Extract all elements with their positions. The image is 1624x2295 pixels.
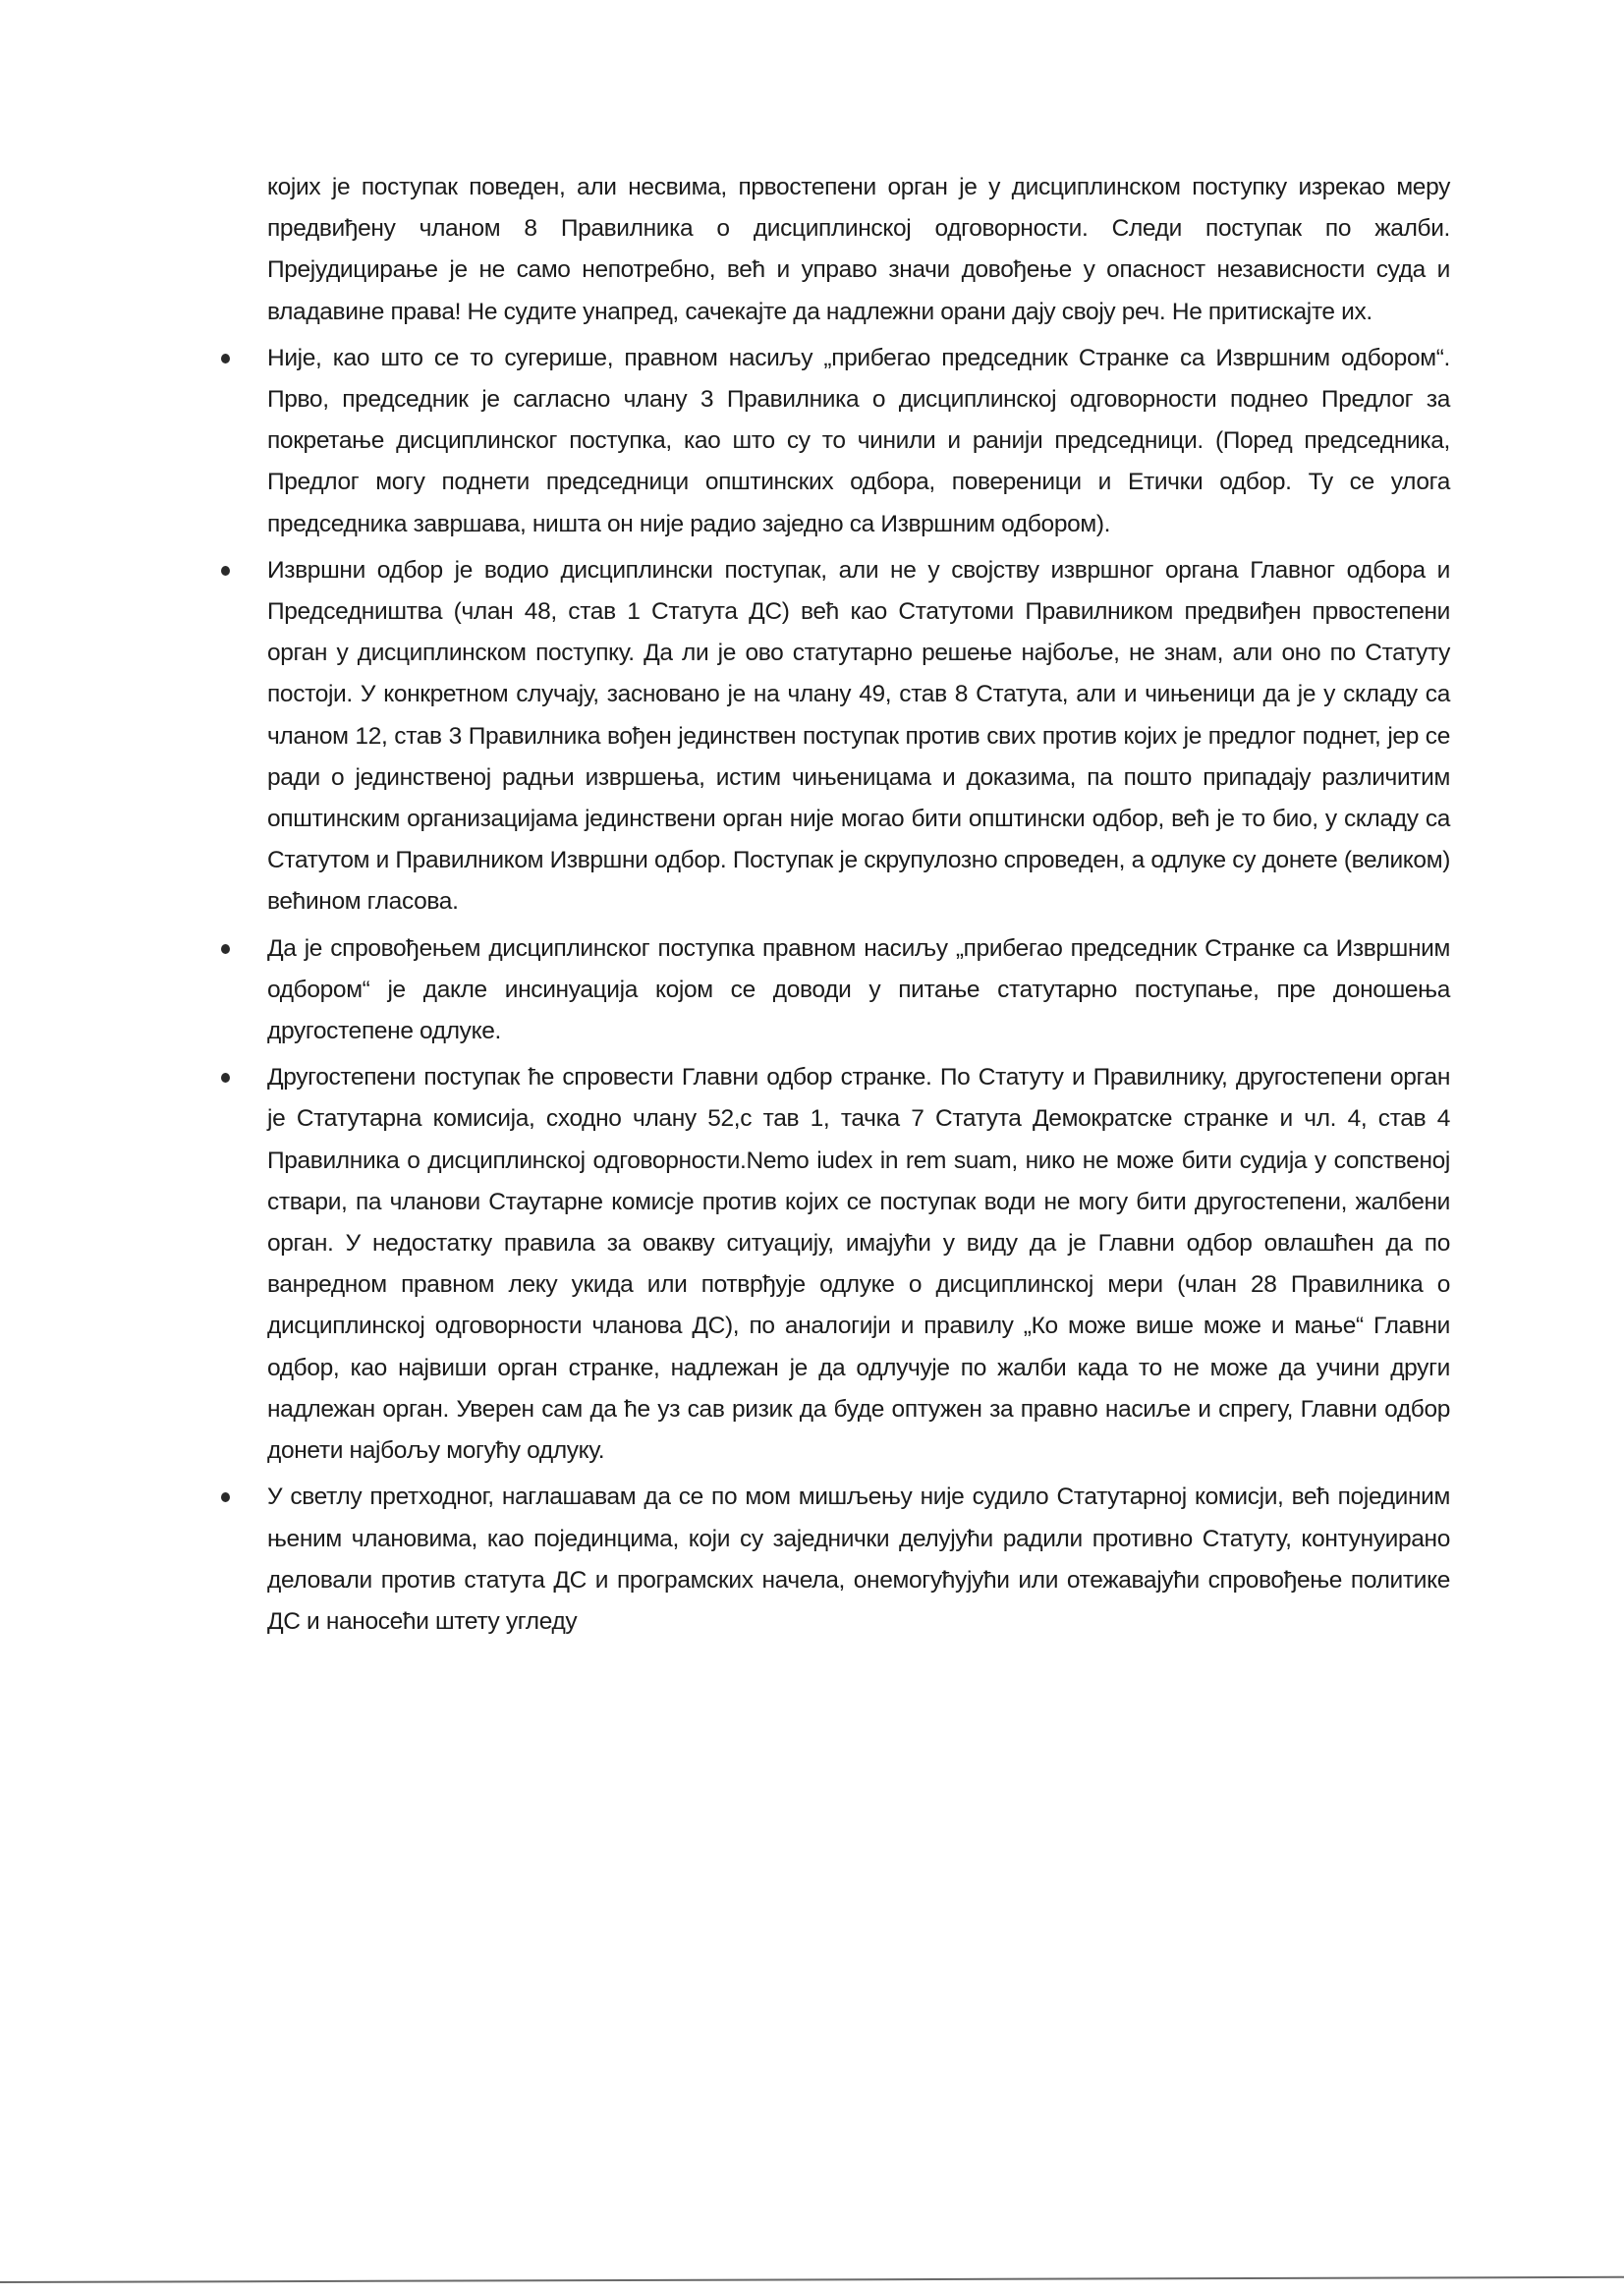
bullet-text: Другостепени поступак ће спровести Главни одбор странке. По Статуту и Правилнику, другостепени орган је Статутарна комисија, сходно члану 52,с тав 1, тачка 7 Статута Демократске странке и чл. 4, став 4 Правилника о дисциплинској одговорности.Nemo iudex in rem suam, нико не може бити судија у сопственој ствари, па чланови Стаутарне комисје против којих се поступак води не могу бити другостепени, жалбени орган. У недостатку правила за овакву ситуацију, имајући у виду да је Главни одбор овлашћен да по ванредном правном леку укида или потврђује одлуке о дисциплинској мери (члан 28 Правилника о дисциплинској одговорности чланова ДС), по аналогији и правилу „Ко може више може и мање“ Главни одбор, као највиши орган странке, надлежан је да одлучује по жалби када то не може да учини други надлежан орган. Уверен сам да ће уз сав ризик да буде оптужен за правно насиље и спрегу, Главни одбор донети најбољу могућу одлуку. [267,1064,1450,1465]
bullet-icon [221,1492,230,1502]
bullet-item-2 [267,550,1450,924]
bullet-item-4 [267,1057,1450,1472]
bullet-text: У светлу претходног, наглашавам да се по мом мишљењу није судило Статутарној комисји, већ појединим њеним члановима, као појединцима, који су заједнички делујући радили противно Статуту, контунуирано деловали против статута ДС и програмских начела, онемогућујући или отежавајући спровођење политике ДС и наносећи штету угледу [267,1483,1450,1635]
bullet-icon [221,1073,230,1083]
bullet-text: Извршни одбор је водио дисциплински поступак, али не у својству извршног органа Главног одбора и Председништва (члан 48, став 1 Статута ДС) већ као Статутоми Правилником предвиђен првостепени орган у дисциплинском поступку. Да ли је ово статутарно решење најбоље, не знам, али оно по Статуту постоји. У конкретном случају, засновано је на члану 49, став 8 Статута, али и чињеници да је у складу са чланом 12, став 3 Правилника вођен јединствен поступак против свих против којих је предлог поднет, јер се ради о јединственој радњи извршења, истим чињеницама и доказима, па пошто припадају различитим општинским организацијама јединствени орган није могао бити општински одбор, већ је то био, у складу са Статутом и Правилником Извршни одбор. Поступак је скрупулозно спроведен, а одлуке су донете (великом) већином гласова. [267,556,1450,916]
scan-edge-line [0,2276,1624,2283]
bullet-item-3 [267,928,1450,1053]
bullet-icon [221,354,230,364]
bullet-list [267,338,1450,1643]
bullet-icon [221,944,230,954]
opening-paragraph: којих је поступак поведен, али несвима, првостепени орган је у дисциплинском поступку изрекао меру предвиђену чланом 8 Правилника о дисциплинској одговорности. Следи поступак по жалби. Прејудицирање је не само непотребно, већ и управо значи довођење у опасност независности суда и владавине права! Не судите унапред, сачекајте да надлежни орани дају своју реч. Не притискајте их. [267,174,1450,325]
bullet-text: Да је спровођењем дисциплинског поступка правном насиљу „прибегао председник Странке са Извршним одбором“ је дакле инсинуација којом се доводи у питање статутарно поступање, пре доношења другостепене одлуке. [267,934,1450,1045]
document-body [267,167,1450,1648]
bullet-item-1 [267,338,1450,545]
bullet-icon [221,566,230,576]
bullet-text: Није, као што се то сугерише, правном насиљу „прибегао председник Странке са Извршним одбором“. Прво, председник је сагласно члану 3 Правилника о дисциплинској одговорности поднео Предлог за покретање дисциплинског поступка, као што су то чинили и ранији председници. (Поред председника, Предлог могу поднети председници општинских одбора, повереници и Етички одбор. Ту се улога председника завршава, ништа он није радио заједно са Извршним одбором). [267,344,1450,537]
bullet-item-5 [267,1477,1450,1643]
